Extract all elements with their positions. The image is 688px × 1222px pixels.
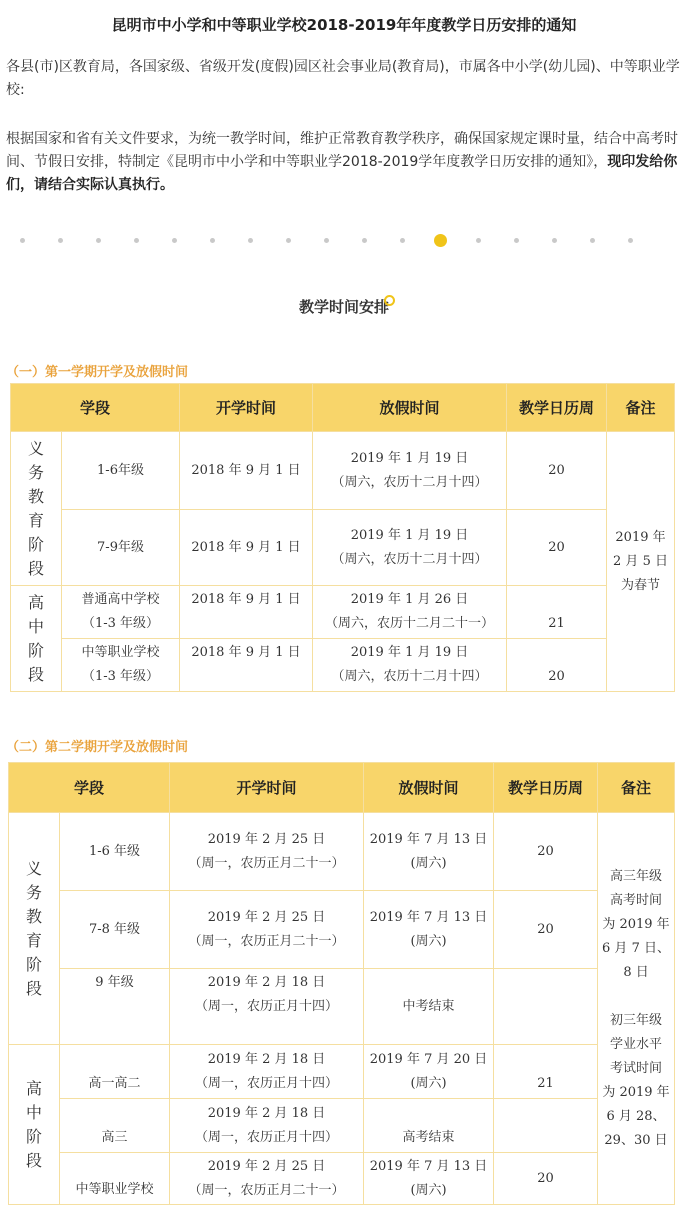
header-start: 开学时间 xyxy=(180,384,313,432)
addressee-paragraph: 各县(市)区教育局，各国家级、省级开发(度假)园区社会事业局(教育局)，市属各中小学(幼儿园)、中等职业学校: xyxy=(6,59,680,98)
pagination-dot[interactable] xyxy=(552,238,557,243)
header-note: 备注 xyxy=(598,763,675,813)
pagination-dot[interactable] xyxy=(96,238,101,243)
semester2-table xyxy=(8,762,675,1205)
weeks-cell xyxy=(494,1099,598,1153)
end-cell: 2019 年 7 月 13 日 (周六) xyxy=(364,813,494,891)
end-cell: 2019 年 1 月 26 日 （周六，农历十二月二十一） xyxy=(313,586,507,639)
table-row xyxy=(9,813,675,891)
start-cell: 2018 年 9 月 1 日 xyxy=(180,586,313,639)
grade-cell: 7-9年级 xyxy=(62,510,180,586)
pagination-dot[interactable] xyxy=(134,238,139,243)
end-cell: 2019 年 7 月 13 日 (周六) xyxy=(364,891,494,969)
header-stage: 学段 xyxy=(11,384,180,432)
grade-cell: 高一高二 xyxy=(60,1045,170,1099)
start-cell: 2019 年 2 月 18 日 （周一，农历正月十四） xyxy=(170,1045,364,1099)
weeks-cell: 21 xyxy=(507,586,607,639)
start-cell: 2019 年 2 月 18 日 （周一，农历正月十四） xyxy=(170,1099,364,1153)
semester1-title: （一）第一学期开学及放假时间 xyxy=(6,365,189,380)
table-row xyxy=(11,432,675,510)
decorative-ring-icon xyxy=(384,295,395,306)
weeks-cell: 20 xyxy=(507,510,607,586)
grade-cell: 中等职业学校 xyxy=(60,1153,170,1205)
table-row xyxy=(9,891,675,969)
pagination-dot[interactable] xyxy=(362,238,367,243)
grade-cell: 1-6 年级 xyxy=(60,813,170,891)
end-cell: 中考结束 xyxy=(364,969,494,1045)
start-cell: 2019 年 2 月 25 日 （周一，农历正月二十一） xyxy=(170,813,364,891)
table-header-row xyxy=(9,763,675,813)
pagination-dot[interactable] xyxy=(400,238,405,243)
stage-cell: 义 务 教 育 阶 段 xyxy=(9,813,60,1045)
table-row xyxy=(11,639,675,692)
pagination-dot[interactable] xyxy=(172,238,177,243)
note-cell: 2019 年 2 月 5 日 为春节 xyxy=(607,432,675,692)
end-cell: 2019 年 1 月 19 日 （周六，农历十二月十四） xyxy=(313,432,507,510)
weeks-cell: 20 xyxy=(507,432,607,510)
end-cell: 2019 年 1 月 19 日 （周六，农历十二月十四） xyxy=(313,510,507,586)
stage-cell: 高 中 阶 段 xyxy=(9,1045,60,1205)
pagination-dot[interactable] xyxy=(514,238,519,243)
table-header-row xyxy=(11,384,675,432)
header-end: 放假时间 xyxy=(364,763,494,813)
pagination-dot[interactable] xyxy=(58,238,63,243)
pagination-dot[interactable] xyxy=(476,238,481,243)
weeks-cell: 20 xyxy=(494,891,598,969)
weeks-cell: 20 xyxy=(507,639,607,692)
end-cell: 高考结束 xyxy=(364,1099,494,1153)
pagination-dot[interactable] xyxy=(20,238,25,243)
header-weeks: 教学日历周 xyxy=(507,384,607,432)
weeks-cell xyxy=(494,969,598,1045)
pagination-dot[interactable] xyxy=(248,238,253,243)
body-paragraph-emphasis: 现印发给你们，请结合实际认真执行。 xyxy=(6,154,678,193)
start-cell: 2018 年 9 月 1 日 xyxy=(180,639,313,692)
weeks-cell: 20 xyxy=(494,813,598,891)
table-row xyxy=(9,1045,675,1099)
table-row xyxy=(11,586,675,639)
header-note: 备注 xyxy=(607,384,675,432)
pagination-dot-active[interactable] xyxy=(434,234,447,247)
semester1-table xyxy=(10,383,675,692)
pagination-dot[interactable] xyxy=(286,238,291,243)
grade-cell: 7-8 年级 xyxy=(60,891,170,969)
start-cell: 2019 年 2 月 25 日 （周一，农历正月二十一） xyxy=(170,1153,364,1205)
grade-cell: 普通高中学校 （1-3 年级） xyxy=(62,586,180,639)
section-heading: 教学时间安排 xyxy=(298,298,389,316)
start-cell: 2019 年 2 月 18 日 （周一，农历正月十四） xyxy=(170,969,364,1045)
start-cell: 2018 年 9 月 1 日 xyxy=(180,510,313,586)
pagination-dots xyxy=(0,233,688,249)
end-cell: 2019 年 7 月 13 日 (周六) xyxy=(364,1153,494,1205)
body-paragraph xyxy=(6,128,682,197)
start-cell: 2019 年 2 月 25 日 （周一，农历正月二十一） xyxy=(170,891,364,969)
pagination-dot[interactable] xyxy=(210,238,215,243)
header-weeks: 教学日历周 xyxy=(494,763,598,813)
grade-cell: 1-6年级 xyxy=(62,432,180,510)
grade-cell: 高三 xyxy=(60,1099,170,1153)
table-row xyxy=(9,969,675,1045)
table-row xyxy=(9,1153,675,1205)
semester2-title: （二）第二学期开学及放假时间 xyxy=(6,740,189,755)
end-cell: 2019 年 7 月 20 日 (周六) xyxy=(364,1045,494,1099)
stage-cell: 义 务 教 育 阶 段 xyxy=(11,432,62,586)
body-paragraph-text: 根据国家和省有关文件要求，为统一教学时间，维护正常教育教学秩序，确保国家规定课时量，结合中高考时间、节假日安排，特制定《昆明市中小学和中等职业学2018-2019学年度教学日历安排的通知》， xyxy=(6,131,678,170)
header-stage: 学段 xyxy=(9,763,170,813)
start-cell: 2018 年 9 月 1 日 xyxy=(180,432,313,510)
weeks-cell: 21 xyxy=(494,1045,598,1099)
pagination-dot[interactable] xyxy=(590,238,595,243)
header-end: 放假时间 xyxy=(313,384,507,432)
pagination-dot[interactable] xyxy=(628,238,633,243)
stage-cell: 高 中 阶 段 xyxy=(11,586,62,692)
document-title: 昆明市中小学和中等职业学校2018-2019年年度教学日历安排的通知 xyxy=(111,16,577,34)
weeks-cell: 20 xyxy=(494,1153,598,1205)
grade-cell: 9 年级 xyxy=(60,969,170,1045)
pagination-dot[interactable] xyxy=(324,238,329,243)
table-row xyxy=(9,1099,675,1153)
end-cell: 2019 年 1 月 19 日 （周六，农历十二月十四） xyxy=(313,639,507,692)
header-start: 开学时间 xyxy=(170,763,364,813)
table-row xyxy=(11,510,675,586)
note-cell: 高三年级 高考时间 为 2019 年 6 月 7 日、 8 日 初三年级 学业水平 考试时间 为 2019 年 6 月 28、 29、30 日 xyxy=(598,813,675,1205)
grade-cell: 中等职业学校 （1-3 年级） xyxy=(62,639,180,692)
